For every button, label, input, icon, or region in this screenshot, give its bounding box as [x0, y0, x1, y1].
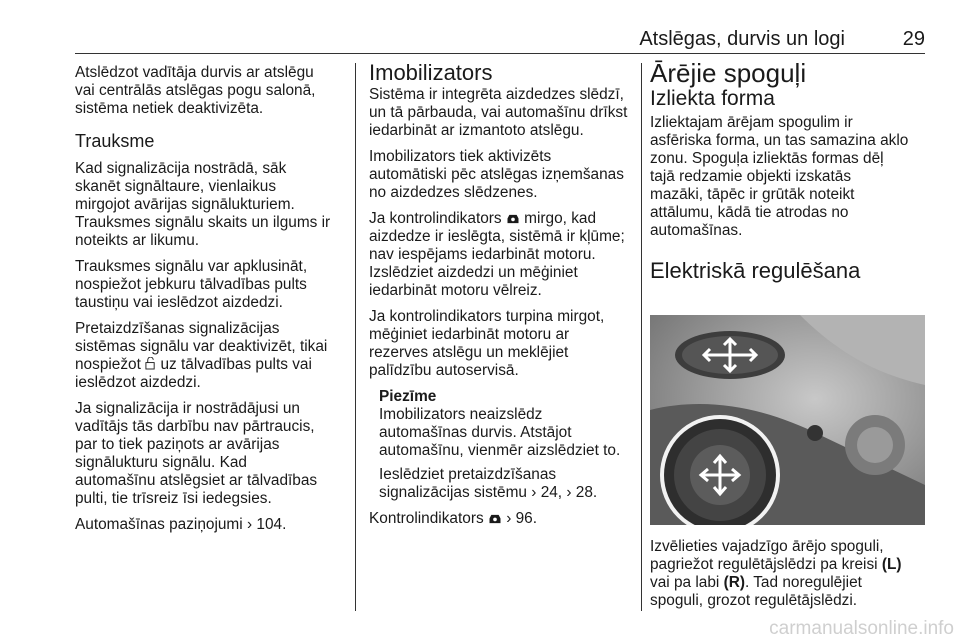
section-heading-alarm: Trauksme	[75, 131, 155, 151]
page-reference-link[interactable]: 96.	[515, 510, 538, 527]
immobilizer-paragraph-5: Kontrolindikators › 96.	[369, 510, 538, 527]
immobilizer-paragraph-2: Imobilizators tiek aktivizēts automātiski pēc atslēgas izņemšanas no aizdedzes slēdzenes.	[369, 148, 624, 201]
intro-paragraph: Atslēdzot vadītāja durvis ar atslēgu vai centrālās atslēgas pogu salonā, sistēma netiek deaktivizēta.	[75, 64, 316, 117]
note-paragraph-1: Piezīme Imobilizators neaizslēdz automašīnas durvis. Atstājot automašīnu, vienmēr aizslēdziet to.	[379, 388, 621, 459]
column-divider-2	[641, 63, 642, 611]
reference-arrow-icon: ›	[506, 510, 512, 527]
header-title: Atslēgas, durvis un logi	[639, 28, 845, 50]
alarm-paragraph-2: Trauksmes signālu var apklusināt, nospiežot jebkuru tālvadības pults taustiņu vai ieslēdzot aizdedzi.	[75, 258, 308, 311]
immobilizer-paragraph-4: Ja kontrolindikators turpina mirgot, mēģiniet iedarbināt motoru ar rezerves atslēgu un meklējiet palīdzību autoservisā.	[369, 308, 605, 379]
alarm-paragraph-3: Pretaizdzīšanas signalizācijas sistēmas signālu var deaktivizēt, tikai nospiežot uz tālvadības pults vai ieslēdzot aizdedzi.	[75, 320, 328, 391]
convex-paragraph: Izliektajam ārējam spogulim ir asfēriska forma, un tas samazina aklo zonu. Spoguļa izliektās formas dēļ tajā redzamie objekti izskatās mazāki, tāpēc ir grūtāk noteikt attālumu, kādā tie atrodas no automašīnas.	[650, 114, 909, 239]
alarm-paragraph-5: Automašīnas paziņojumi › 104.	[75, 516, 287, 533]
immobilizer-paragraph-3: Ja kontrolindikators mirgo, kad aizdedze ir ieslēgta, sistēmā ir kļūme; nav iespējams iedarbināt motoru. Izslēdziet aizdedzi un mēģiniet iedarbināt motoru vēlreiz.	[369, 210, 625, 299]
electric-adjustment-paragraph: Izvēlieties vajadzīgo ārējo spoguli, pagriežot regulētājslēdzi pa kreisi (L) vai pa labi (R). Tad noregulējiet spoguli, grozot regulētājslēdzi.	[650, 538, 902, 609]
immobilizer-paragraph-1: Sistēma ir integrēta aizdedzes slēdzī, un tā pārbauda, vai automašīnu drīkst iedarbināt ar izmantoto atslēgu.	[369, 86, 628, 139]
column-3	[650, 58, 930, 283]
watermark-text: carmanualsonline.info	[769, 618, 954, 639]
header-rule	[75, 53, 925, 54]
mirror-switch-illustration	[650, 315, 925, 525]
page-number: 29	[902, 28, 925, 50]
note-box	[379, 388, 641, 502]
reference-arrow-icon: ›	[531, 484, 537, 501]
subheading-electric-adjustment: Elektriskā regulēšana	[650, 258, 861, 283]
subheading-convex: Izliekta forma	[650, 87, 775, 110]
unlock-icon	[145, 357, 156, 370]
alarm-paragraph-1: Kad signalizācija nostrādā, sāk skanēt signāltaure, vienlaikus mirgojot avārijas signālukturiem. Trauksmes signālu skaits un ilgums ir noteikts ar likumu.	[75, 160, 331, 249]
reference-arrow-icon: ›	[246, 516, 253, 533]
alarm-paragraph-4: Ja signalizācija ir nostrādājusi un vadītājs tās darbību nav pārtraucis, par to tiek paziņots ar avārijas signālukturu signālu. Kad automašīnu atslēgsiet ar tālvadības pulti, tie trīsreiz īsi iedegsies.	[75, 400, 318, 507]
section-heading-mirrors: Ārējie spoguļi	[650, 58, 807, 88]
mirror-control-photo	[650, 315, 925, 525]
column-divider-1	[355, 63, 356, 611]
immobilizer-indicator-icon	[488, 513, 502, 524]
page-reference-link[interactable]: 104.	[256, 516, 287, 533]
column-1	[75, 64, 345, 542]
reference-arrow-icon: ›	[566, 484, 572, 501]
page-header	[75, 28, 925, 52]
immobilizer-indicator-icon	[506, 213, 520, 224]
page-reference-link[interactable]: 28.	[575, 484, 598, 501]
page-reference-link[interactable]: 24,	[540, 484, 563, 501]
section-heading-immobilizer: Imobilizators	[369, 60, 493, 85]
note-title: Piezīme	[379, 388, 437, 405]
note-paragraph-2: Ieslēdziet pretaizdzīšanas signalizācijas sistēmu › 24, › 28.	[379, 466, 598, 501]
column-2	[369, 60, 641, 536]
